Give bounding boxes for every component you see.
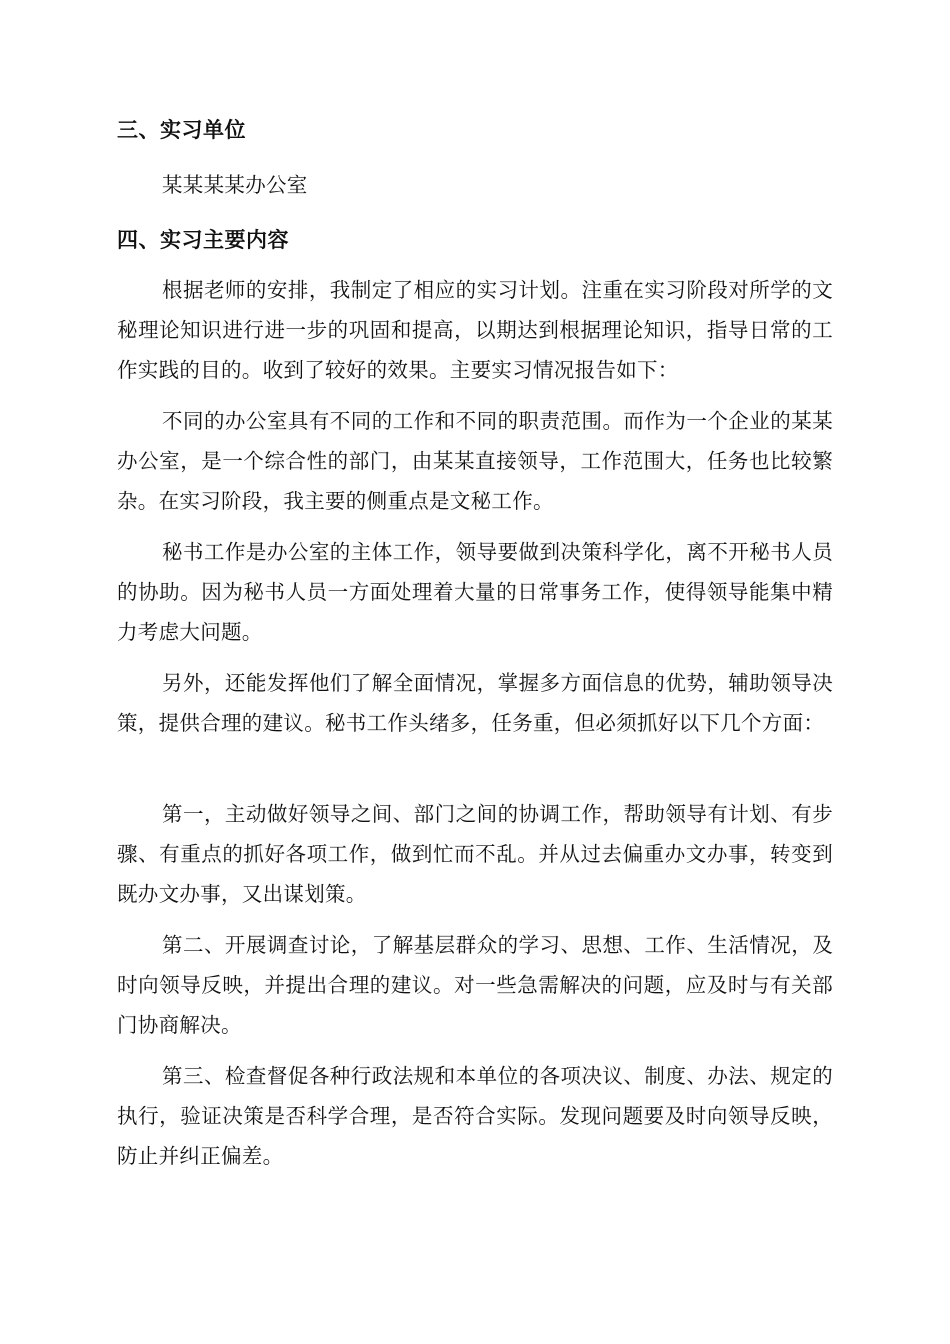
section-heading-main-content: 四、实习主要内容	[117, 228, 289, 252]
section-heading-internship-unit: 三、实习单位	[117, 118, 246, 142]
paragraph-5: 第一，主动做好领导之间、部门之间的协调工作，帮助领导有计划、有步骤、有重点的抓好各项工作，做到忙而不乱。并从过去偏重办文办事，转变到既办文办事，又出谋划策。	[117, 802, 833, 906]
paragraph-7: 第三、检查督促各种行政法规和本单位的各项决议、制度、办法、规定的执行，验证决策是否科学合理，是否符合实际。发现问题要及时向领导反映，防止并纠正偏差。	[117, 1064, 833, 1168]
paragraph-2: 不同的办公室具有不同的工作和不同的职责范围。而作为一个企业的某某办公室，是一个综合性的部门，由某某直接领导，工作范围大，任务也比较繁杂。在实习阶段，我主要的侧重点是文秘工作。	[117, 409, 833, 513]
paragraph-6: 第二、开展调查讨论，了解基层群众的学习、思想、工作、生活情况，及时向领导反映，并提出合理的建议。对一些急需解决的问题，应及时与有关部门协商解决。	[117, 933, 833, 1037]
paragraph-4: 另外，还能发挥他们了解全面情况，掌握多方面信息的优势，辅助领导决策，提供合理的建议。秘书工作头绪多，任务重，但必须抓好以下几个方面：	[117, 671, 833, 735]
paragraph-1: 根据老师的安排，我制定了相应的实习计划。注重在实习阶段对所学的文秘理论知识进行进一步的巩固和提高，以期达到根据理论知识，指导日常的工作实践的目的。收到了较好的效果。主要实习情况报告如下：	[117, 278, 833, 382]
paragraph-3: 秘书工作是办公室的主体工作，领导要做到决策科学化，离不开秘书人员的协助。因为秘书人员一方面处理着大量的日常事务工作，使得领导能集中精力考虑大问题。	[117, 540, 833, 644]
internship-unit-name: 某某某某办公室	[162, 173, 308, 197]
